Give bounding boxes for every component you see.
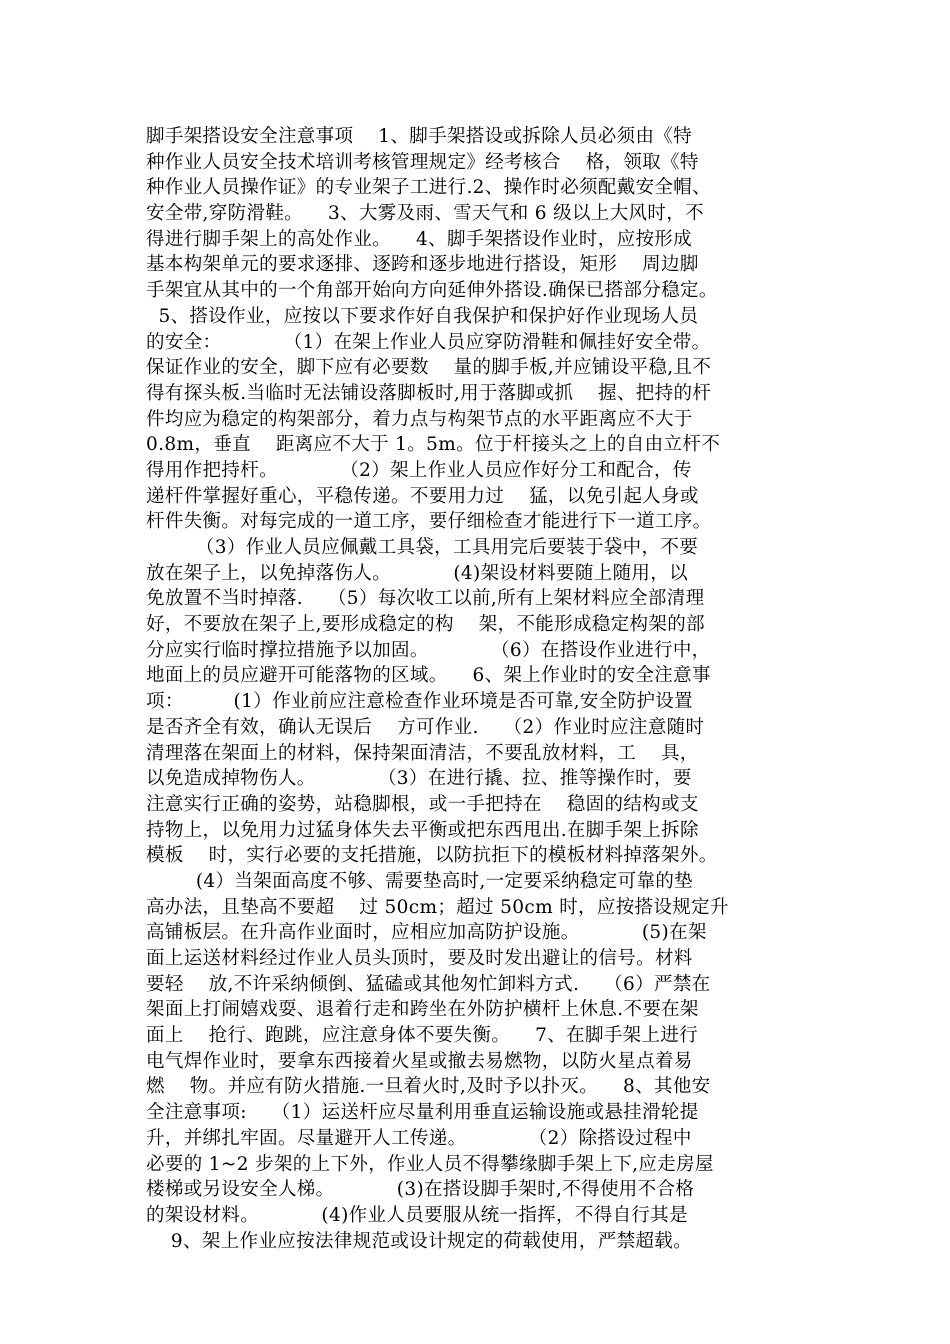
- text-line: 得有探头板.当临时无法铺设落脚板时,用于落脚或抓 握、把持的杆: [146, 382, 712, 404]
- text-line: 楼梯或另设安全人梯。 (3)在搭设脚手架时,不得使用不合格: [146, 1179, 695, 1201]
- text-line: 基本构架单元的要求逐排、逐跨和逐步地进行搭设，矩形 周边脚: [146, 254, 699, 276]
- text-line: 是否齐全有效，确认无误后 方可作业. （2）作业时应注意随时: [146, 716, 705, 738]
- text-line: 升，并绑扎牢固。尽量避开人工传递。 （2）除搭设过程中: [146, 1127, 692, 1149]
- text-line: 架面上打闹嬉戏耍、退着行走和跨坐在外防护横杆上休息.不要在架: [146, 999, 699, 1021]
- text-line: 得用作把持杆。 （2）架上作业人员应作好分工和配合，传: [146, 459, 692, 481]
- text-line: 0.8m，垂直 距离应不大于 1。5m。位于杆接头之上的自由立杆不: [146, 434, 721, 456]
- text-line: 免放置不当时掉落. （5）每次收工以前,所有上架材料应全部清理: [146, 588, 705, 610]
- text-line: 注意实行正确的姿势，站稳脚根，或一手把持在 稳固的结构或支: [146, 793, 699, 815]
- text-line: 放在架子上，以免掉落伤人。 (4)架设材料要随上随用，以: [146, 562, 688, 584]
- text-line: 安全带,穿防滑鞋。 3、大雾及雨、雪天气和 6 级以上大风时，不: [146, 203, 704, 225]
- text-line: 以免造成掉物伤人。 （3）在进行撬、拉、推等操作时，要: [146, 768, 692, 790]
- text-line: 全注意事项: （1）运送杆应尽量利用垂直运输设施或悬挂滑轮提: [146, 1102, 699, 1124]
- text-line: 要轻 放,不许采纳倾倒、猛磕或其他匆忙卸料方式. （6）严禁在: [146, 973, 711, 995]
- text-line: 递杆件掌握好重心，平稳传递。不要用力过 猛，以免引起人身或: [146, 485, 699, 507]
- text-line: 地面上的员应避开可能落物的区域。 6、架上作业时的安全注意事: [146, 665, 711, 687]
- text-line: 高铺板层。在升高作业面时，应相应加高防护设施。 (5)在架: [146, 922, 707, 944]
- text-line: 种作业人员安全技术培训考核管理规定》经考核合 格，领取《特: [146, 151, 699, 173]
- text-line: 面上运送材料经过作业人员头顶时，要及时发出避让的信号。材料: [146, 948, 693, 969]
- text-line: 燃 物。并应有防火措施.一旦着火时,及时予以扑灭。 8、其他安: [146, 1076, 711, 1098]
- text-line: 项： (1）作业前应注意检查作业环境是否可靠,安全防护设置: [146, 691, 694, 713]
- text-line: 模板 时，实行必要的支托措施，以防抗拒下的模板材料掉落架外。: [146, 845, 718, 867]
- text-line: 得进行脚手架上的高处作业。 4、脚手架搭设作业时，应按形成: [146, 228, 692, 250]
- text-line: （3）作业人员应佩戴工具袋，工具用完后要装于袋中，不要: [146, 537, 699, 558]
- text-line: 面上 抢行、跑跳，应注意身体不要失衡。 7、在脚手架上进行: [146, 1025, 699, 1047]
- text-line: 好，不要放在架子上,要形成稳定的构 架，不能形成稳定构架的部: [146, 614, 705, 636]
- text-line: 持物上，以免用力过猛身体失去平衡或把东西甩出.在脚手架上拆除: [146, 819, 699, 841]
- text-line: 杆件失衡。对每完成的一道工序，要仔细检查才能进行下一道工序。: [146, 511, 712, 533]
- text-line: 电气焊作业时，要拿东西接着火星或撤去易燃物，以防火星点着易: [146, 1050, 693, 1072]
- text-line: 的架设材料。 (4)作业人员要服从统一指挥，不得自行其是: [146, 1204, 688, 1226]
- text-line: 9、架上作业应按法律规范或设计规定的荷载使用，严禁超载。: [146, 1230, 692, 1252]
- text-line: 5、搭设作业，应按以下要求作好自我保护和保护好作业现场人员: [146, 305, 699, 327]
- text-line: (4）当架面高度不够、需要垫高时,一定要采纳稳定可靠的垫: [146, 870, 694, 892]
- text-line: 清理落在架面上的材料，保持架面清洁，不要乱放材料，工 具，: [146, 742, 699, 764]
- text-line: 必要的 1~2 步架的上下外，作业人员不得攀缘脚手架上下,应走房屋: [146, 1153, 714, 1175]
- text-line: 脚手架搭设安全注意事项 1、脚手架搭设或拆除人员必须由《特: [146, 126, 692, 147]
- text-line: 件均应为稳定的构架部分，着力点与构架节点的水平距离应不大于: [146, 408, 693, 430]
- text-line: 手架宜从其中的一个角部开始向方向延伸外搭设.确保已搭部分稳定。: [146, 280, 718, 302]
- text-line: 种作业人员操作证》的专业架子工进行.2、操作时必须配戴安全帽、: [146, 177, 712, 199]
- text-line: 高办法，且垫高不要超 过 50cm；超过 50cm 时，应按搭设规定升: [146, 896, 729, 918]
- text-line: 的安全： （1）在架上作业人员应穿防滑鞋和佩挂好安全带。: [146, 331, 711, 353]
- text-line: 分应实行临时撑拉措施予以加固。 （6）在搭设作业进行中，: [146, 639, 711, 661]
- text-line: 保证作业的安全，脚下应有必要数 量的脚手板,并应铺设平稳,且不: [146, 357, 712, 379]
- body-text: [146, 124, 826, 1254]
